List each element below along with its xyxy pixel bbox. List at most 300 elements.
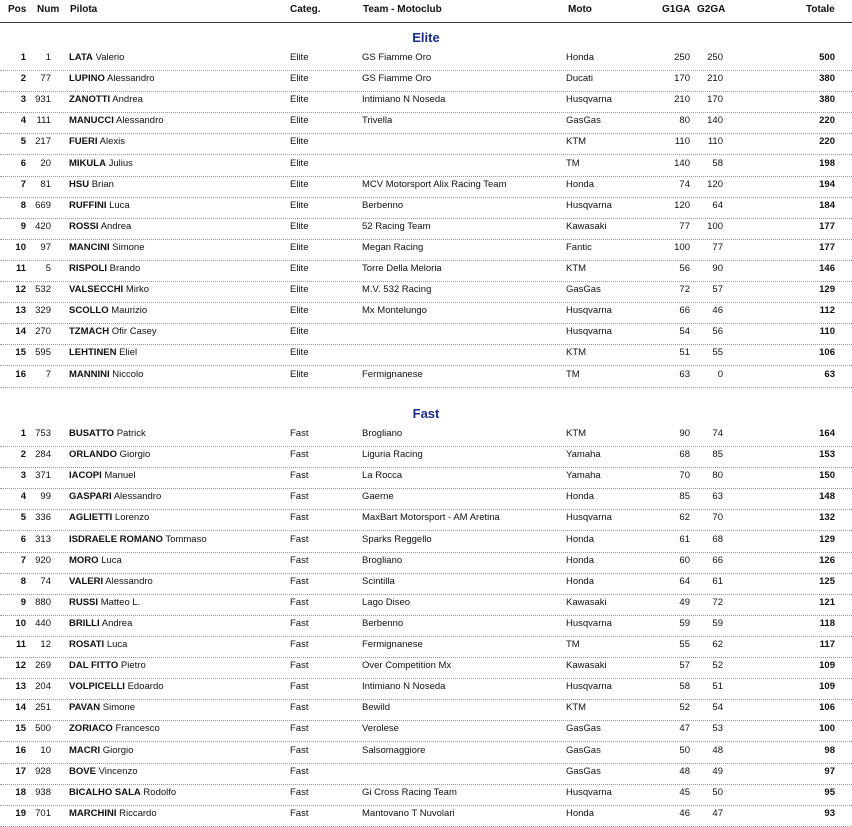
header-moto: Moto [568,4,592,15]
pos-cell: 19 [15,807,26,819]
category-cell: Fast [290,681,309,693]
table-row [0,657,852,679]
total-points-cell: 110 [819,326,835,338]
total-points-cell: 220 [819,136,835,148]
table-row [0,366,852,388]
team-cell: GS Fiamme Oro [362,73,432,85]
category-cell: Elite [290,94,309,106]
rider-name [69,136,125,147]
rider-last-name: BUSATTO [69,428,115,439]
category-cell: Fast [290,744,309,756]
rider-first-name: Alessandro [105,575,153,587]
rider-first-name: Giorgio [102,744,134,756]
team-cell: Lago Diseo [362,596,411,608]
rider-first-name: Brando [109,263,141,274]
team-cell: Berbenno [362,199,404,211]
total-points-cell: 106 [819,347,835,359]
rider-name [69,263,140,274]
rider-last-name: BOVE [69,765,96,777]
table-row [0,615,852,637]
pos-cell: 6 [20,533,26,545]
rider-last-name: HSU [69,178,90,190]
table-row [0,678,852,700]
rider-name [69,284,149,295]
g2-points-cell: 120 [707,178,723,190]
rider-first-name: Andrea [101,617,133,629]
moto-cell: TM [566,368,580,380]
pos-cell: 10 [15,617,26,629]
g2-points-cell: 54 [712,702,723,714]
pos-cell: 18 [15,786,26,798]
rider-name [69,491,161,502]
g1-points-cell: 63 [679,368,690,380]
rider-first-name: Luca [109,199,130,211]
rider-last-name: BRILLI [69,617,100,629]
table-row [0,260,852,282]
rider-first-name: Andrea [112,94,143,106]
team-cell: Verolese [362,723,399,735]
table-row [0,488,852,510]
rider-name [69,512,149,523]
rider-last-name: IACOPI [69,470,102,482]
moto-cell: KTM [566,136,587,148]
total-points-cell: 63 [824,368,835,380]
rider-first-name: Simone [102,702,135,714]
pos-cell: 12 [15,660,26,672]
num-cell: 701 [35,807,51,819]
g1-points-cell: 56 [679,263,690,274]
pos-cell: 8 [20,199,26,211]
rider-last-name: LUPINO [69,73,105,85]
table-row [0,323,852,345]
header-g2: G2GA [697,4,726,15]
team-cell: Gaerne [362,491,394,503]
table-row [0,425,852,447]
pos-cell: 16 [15,744,26,756]
rider-last-name: ROSATI [69,639,105,650]
pos-cell: 3 [20,470,26,482]
pos-cell: 9 [20,220,26,232]
category-cell: Fast [290,723,309,735]
moto-cell: Husqvarna [566,786,612,798]
pos-cell: 2 [20,73,26,85]
rider-name [69,115,164,126]
num-cell: 669 [35,199,51,211]
pos-cell: 15 [15,723,26,735]
num-cell: 10 [40,744,51,756]
table-row [0,176,852,198]
num-cell: 500 [35,723,51,735]
rider-name [69,534,207,545]
g2-points-cell: 56 [712,326,723,338]
pos-cell: 15 [15,347,26,359]
total-points-cell: 126 [819,554,835,566]
rider-last-name: RUSSI [69,596,99,608]
num-cell: 99 [40,491,51,503]
num-cell: 74 [40,575,51,587]
table-row [0,594,852,616]
g2-points-cell: 61 [712,575,723,587]
rider-last-name: BICALHO SALA [69,786,141,798]
num-cell: 938 [35,786,51,798]
pos-cell: 7 [20,554,26,566]
total-points-cell: 153 [819,449,835,461]
rider-first-name: Alessandro [113,491,162,503]
rider-first-name: Edoardo [127,681,164,693]
rider-name [69,242,145,253]
rider-first-name: Giorgio [119,449,151,461]
header-totale: Totale [806,4,835,15]
g1-points-cell: 51 [679,347,690,359]
table-row [0,509,852,531]
category-cell: Elite [290,220,309,232]
table-row [0,155,852,177]
rider-name [69,52,124,63]
rider-name [69,555,122,566]
g2-points-cell: 0 [717,368,723,380]
num-cell: 81 [40,178,51,190]
category-cell: Elite [290,284,309,296]
team-cell: MCV Motorsport Alix Racing Team [362,178,507,190]
g2-points-cell: 52 [712,660,723,672]
num-cell: 12 [40,639,51,650]
rider-name [69,723,160,734]
category-cell: Elite [290,73,309,85]
header-categ: Categ. [290,4,321,15]
table-row [0,239,852,261]
total-points-cell: 177 [819,241,835,253]
moto-cell: GasGas [566,284,601,296]
g1-points-cell: 55 [679,639,690,650]
team-cell: Brogliano [362,554,403,566]
num-cell: 920 [35,554,51,566]
category-cell: Fast [290,765,309,777]
rider-first-name: Riccardo [119,807,157,819]
num-cell: 371 [35,470,51,482]
moto-cell: Husqvarna [566,681,612,693]
rider-name [69,449,150,460]
rider-last-name: VALSECCHI [69,284,124,296]
g2-points-cell: 170 [707,94,723,106]
rider-first-name: Tommaso [165,533,207,545]
g2-points-cell: 55 [712,347,723,359]
total-points-cell: 109 [819,681,835,693]
header-pos: Pos [8,4,27,15]
moto-cell: Honda [566,52,594,63]
moto-cell: Husqvarna [566,617,612,629]
num-cell: 5 [45,263,51,274]
g1-points-cell: 45 [679,786,690,798]
g2-points-cell: 110 [707,136,723,148]
g2-points-cell: 49 [712,765,723,777]
total-points-cell: 95 [824,786,835,798]
moto-cell: Honda [566,533,594,545]
team-cell: Fermignanese [362,368,423,380]
rider-last-name: ISDRAELE ROMANO [69,533,163,545]
g2-points-cell: 77 [712,241,723,253]
moto-cell: Kawasaki [566,596,607,608]
rider-name [69,73,155,84]
rider-name [69,428,146,439]
rider-last-name: RISPOLI [69,263,108,274]
moto-cell: Honda [566,178,594,190]
total-points-cell: 146 [819,263,835,274]
category-cell: Fast [290,660,309,672]
rider-last-name: PAVAN [69,702,101,714]
table-row [0,531,852,553]
num-cell: 7 [45,368,51,380]
g2-points-cell: 72 [712,596,723,608]
rider-first-name: Andrea [100,220,132,232]
rider-name [69,618,132,629]
moto-cell: Kawasaki [566,660,607,672]
total-points-cell: 106 [819,702,835,714]
moto-cell: KTM [566,263,587,274]
rider-name [69,660,146,671]
team-cell: Bewild [362,702,390,714]
total-points-cell: 177 [819,220,835,232]
g2-points-cell: 68 [712,533,723,545]
moto-cell: Ducati [566,73,593,85]
pos-cell: 5 [20,512,26,524]
pos-cell: 17 [15,765,26,777]
total-points-cell: 97 [824,765,835,777]
num-cell: 77 [40,73,51,85]
header-g1: G1GA [662,4,691,15]
table-header [0,0,852,23]
table-row [0,467,852,489]
total-points-cell: 380 [819,73,835,85]
table-row [0,763,852,785]
rider-first-name: Simone [112,241,145,253]
category-cell: Fast [290,575,309,587]
g2-points-cell: 140 [707,115,723,127]
team-cell: GS Fiamme Oro [362,52,432,63]
team-cell: Mantovano T Nuvolari [362,807,455,819]
team-cell: Berbenno [362,617,404,629]
pos-cell: 3 [20,94,26,106]
category-cell: Elite [290,368,309,380]
category-cell: Elite [290,115,309,127]
g2-points-cell: 58 [712,157,723,169]
g1-points-cell: 52 [679,702,690,714]
g1-points-cell: 59 [679,617,690,629]
rider-last-name: SCOLLO [69,305,109,317]
team-cell: Scintilla [362,575,395,587]
rider-last-name: RUFFINI [69,199,107,211]
num-cell: 595 [35,347,51,359]
table-row [0,805,852,827]
team-cell: Mx Montelungo [362,305,427,317]
g1-points-cell: 72 [679,284,690,296]
category-cell: Elite [290,305,309,317]
num-cell: 269 [35,660,51,672]
rider-name [69,200,130,211]
table-row [0,112,852,134]
g2-points-cell: 62 [712,639,723,650]
category-cell: Elite [290,241,309,253]
total-points-cell: 380 [819,94,835,106]
g1-points-cell: 49 [679,596,690,608]
num-cell: 329 [35,305,51,317]
g1-points-cell: 46 [679,807,690,819]
g1-points-cell: 140 [674,157,690,169]
category-cell: Fast [290,470,309,482]
rider-last-name: MIKULA [69,157,106,169]
pos-cell: 12 [15,284,26,296]
rider-name [69,326,157,337]
num-cell: 928 [35,765,51,777]
total-points-cell: 125 [819,575,835,587]
table-row [0,446,852,468]
rider-name [69,94,143,105]
category-cell: Fast [290,449,309,461]
g1-points-cell: 61 [679,533,690,545]
rider-last-name: FUERI [69,136,98,148]
num-cell: 440 [35,617,51,629]
total-points-cell: 148 [819,491,835,503]
g1-points-cell: 58 [679,681,690,693]
team-cell: Fermignanese [362,639,423,650]
team-cell: Megan Racing [362,241,424,253]
header-num: Num [37,4,60,15]
g1-points-cell: 47 [679,723,690,735]
category-cell: Fast [290,639,309,650]
section-title: Elite [412,30,440,45]
table-row [0,49,852,71]
category-cell: Fast [290,786,309,798]
g2-points-cell: 74 [712,428,723,439]
g1-points-cell: 100 [674,241,690,253]
g1-points-cell: 250 [674,52,690,63]
rider-name [69,347,137,358]
num-cell: 880 [35,596,51,608]
g1-points-cell: 60 [679,554,690,566]
total-points-cell: 164 [819,428,835,439]
rider-first-name: Alessandro [115,115,164,127]
category-cell: Fast [290,702,309,714]
table-row [0,218,852,240]
rider-last-name: GASPARI [69,491,112,503]
moto-cell: GasGas [566,115,601,127]
rider-last-name: MARCHINI [69,807,117,819]
total-points-cell: 129 [819,533,835,545]
num-cell: 284 [35,449,51,461]
rider-name [69,221,131,232]
category-cell: Elite [290,347,309,359]
rider-name [69,470,136,481]
rider-first-name: Patrick [116,428,146,439]
total-points-cell: 198 [819,157,835,169]
num-cell: 111 [36,115,51,127]
category-cell: Elite [290,52,309,63]
total-points-cell: 121 [819,596,835,608]
total-points-cell: 109 [819,660,835,672]
rider-name [69,369,143,380]
table-row [0,302,852,324]
num-cell: 204 [35,681,51,693]
g2-points-cell: 80 [712,470,723,482]
category-cell: Elite [290,178,309,190]
moto-cell: Yamaha [566,470,601,482]
g2-points-cell: 47 [712,807,723,819]
rider-last-name: DAL FITTO [69,660,119,672]
table-row [0,720,852,742]
moto-cell: Fantic [566,241,592,253]
total-points-cell: 150 [819,470,835,482]
rider-name [69,158,133,169]
moto-cell: Kawasaki [566,220,607,232]
rider-last-name: LEHTINEN [69,347,117,359]
rider-name [69,576,153,587]
g1-points-cell: 80 [679,115,690,127]
category-cell: Fast [290,596,309,608]
rider-first-name: Ofir Casey [111,326,157,338]
category-cell: Elite [290,157,309,169]
g1-points-cell: 90 [679,428,690,439]
num-cell: 217 [35,136,51,148]
g2-points-cell: 48 [712,744,723,756]
pos-cell: 2 [20,449,26,461]
g2-points-cell: 50 [712,786,723,798]
g1-points-cell: 54 [679,326,690,338]
g1-points-cell: 77 [679,220,690,232]
rider-name [69,305,147,316]
total-points-cell: 118 [819,617,835,629]
g2-points-cell: 63 [712,491,723,503]
rider-first-name: Rodolfo [143,786,177,798]
num-cell: 1 [45,52,51,63]
g2-points-cell: 66 [712,554,723,566]
pos-cell: 1 [20,428,26,439]
rider-last-name: TZMACH [69,326,110,338]
team-cell: Intimiano N Noseda [362,94,446,106]
g2-points-cell: 100 [707,220,723,232]
moto-cell: Yamaha [566,449,601,461]
rider-first-name: Luca [101,554,122,566]
table-row [0,552,852,574]
pos-cell: 11 [15,263,26,274]
rider-first-name: Mirko [125,284,150,296]
rider-first-name: Brian [91,178,114,190]
category-cell: Fast [290,554,309,566]
table-row [0,699,852,721]
g1-points-cell: 70 [679,470,690,482]
total-points-cell: 112 [819,305,835,317]
rider-first-name: Luca [106,639,128,650]
category-cell: Fast [290,428,309,439]
rider-first-name: Matteo L. [100,596,141,608]
total-points-cell: 129 [819,284,835,296]
num-cell: 270 [35,326,51,338]
table-row [0,281,852,303]
total-points-cell: 100 [819,723,835,735]
category-cell: Fast [290,807,309,819]
moto-cell: Husqvarna [566,512,612,524]
total-points-cell: 194 [819,178,835,190]
moto-cell: Honda [566,554,594,566]
rider-name [69,766,138,777]
team-cell: Intimiano N Noseda [362,681,446,693]
moto-cell: Husqvarna [566,305,612,317]
moto-cell: Honda [566,807,594,819]
team-cell: MaxBart Motorsport - AM Aretina [362,512,500,524]
category-cell: Fast [290,533,309,545]
g1-points-cell: 85 [679,491,690,503]
rider-name [69,808,157,819]
team-cell: Salsomaggiore [362,744,426,756]
rider-name [69,702,135,713]
